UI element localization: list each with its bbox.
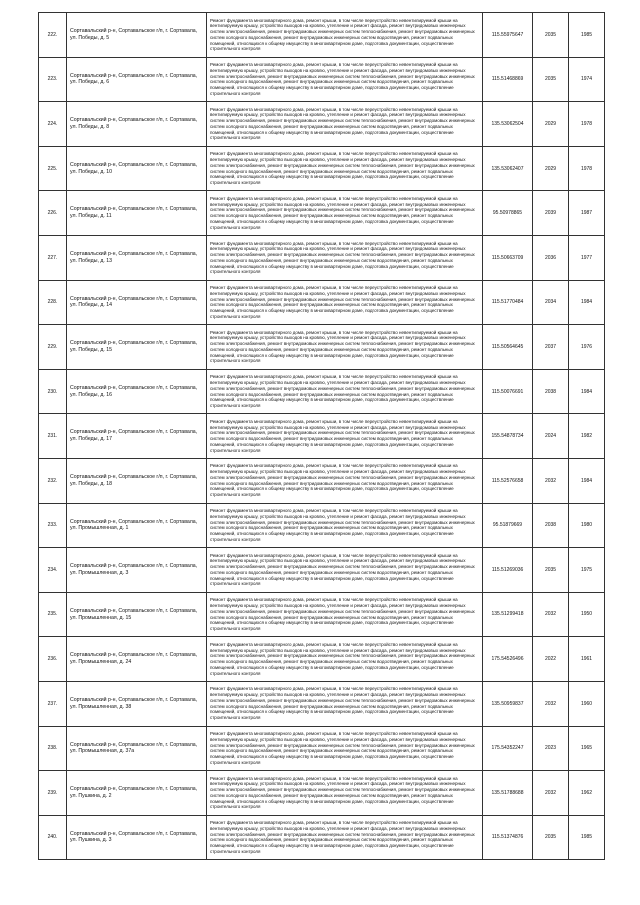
- build-year-cell: 1962: [569, 771, 605, 816]
- build-year-cell: 1982: [569, 414, 605, 459]
- planned-year-cell: 2038: [533, 369, 569, 414]
- row-number: 226.: [39, 191, 67, 236]
- build-year-cell: 1978: [569, 102, 605, 147]
- table-row: [39, 726, 605, 771]
- row-number: 231.: [39, 414, 67, 459]
- work-description-cell: Ремонт фундамента многоквартирного дома, ремонт крыши, в том числе переустройство невентилируемой крыши на вентилируемую крышу, устройство выходов на кровлю, утепление и ремонт фасада, ремонт внутридомовых инженерных систем электроснабжения, ремонт внутридомовых инженерных систем теплоснабжения, ремонт внутридомовых инженерных систем холодного водоснабжения, ремонт внутридомовых инженерных систем водоотведения, ремонт подвальных помещений, относящихся к общему имуществу в многоквартирном доме, подготовка документации, осуществление строительного контроля: [207, 458, 483, 503]
- planned-year-cell: 2037: [533, 325, 569, 370]
- build-year-cell: 1984: [569, 458, 605, 503]
- work-description-cell: Ремонт фундамента многоквартирного дома, ремонт крыши, в том числе переустройство невентилируемой крыши на вентилируемую крышу, устройство выходов на кровлю, утепление и ремонт фасада, ремонт внутридомовых инженерных систем электроснабжения, ремонт внутридомовых инженерных систем теплоснабжения, ремонт внутридомовых инженерных систем холодного водоснабжения, ремонт внутридомовых инженерных систем водоотведения, ремонт подвальных помещений, относящихся к общему имуществу в многоквартирном доме, подготовка документации, осуществление строительного контроля: [207, 191, 483, 236]
- cost-cell: 115.51269036: [483, 548, 533, 593]
- row-number: 224.: [39, 102, 67, 147]
- cost-cell: 135.51299418: [483, 592, 533, 637]
- table-row: [39, 369, 605, 414]
- cost-cell: 135.51788688: [483, 771, 533, 816]
- planned-year-cell: 2039: [533, 191, 569, 236]
- table-row: [39, 13, 605, 58]
- build-year-cell: 1977: [569, 235, 605, 280]
- planned-year-cell: 2029: [533, 102, 569, 147]
- address-cell: Сортавальский р-н, Сортавальское г/п, г. Сортавала, ул. Промышленная, д. 15: [67, 592, 207, 637]
- work-description-cell: Ремонт фундамента многоквартирного дома, ремонт крыши, в том числе переустройство невентилируемой крыши на вентилируемую крышу, устройство выходов на кровлю, утепление и ремонт фасада, ремонт внутридомовых инженерных систем электроснабжения, ремонт внутридомовых инженерных систем теплоснабжения, ремонт внутридомовых инженерных систем холодного водоснабжения, ремонт внутридомовых инженерных систем водоотведения, ремонт подвальных помещений, относящихся к общему имуществу в многоквартирном доме, подготовка документации, осуществление строительного контроля: [207, 414, 483, 459]
- build-year-cell: 1987: [569, 191, 605, 236]
- work-description-cell: Ремонт фундамента многоквартирного дома, ремонт крыши, в том числе переустройство невентилируемой крыши на вентилируемую крышу, устройство выходов на кровлю, утепление и ремонт фасада, ремонт внутридомовых инженерных систем электроснабжения, ремонт внутридомовых инженерных систем теплоснабжения, ремонт внутридомовых инженерных систем холодного водоснабжения, ремонт внутридомовых инженерных систем водоотведения, ремонт подвальных помещений, относящихся к общему имуществу в многоквартирном доме, подготовка документации, осуществление строительного контроля: [207, 57, 483, 102]
- work-description-cell: Ремонт фундамента многоквартирного дома, ремонт крыши, в том числе переустройство невентилируемой крыши на вентилируемую крышу, устройство выходов на кровлю, утепление и ремонт фасада, ремонт внутридомовых инженерных систем электроснабжения, ремонт внутридомовых инженерных систем теплоснабжения, ремонт внутридомовых инженерных систем холодного водоснабжения, ремонт внутридомовых инженерных систем водоотведения, ремонт подвальных помещений, относящихся к общему имуществу в многоквартирном доме, подготовка документации, осуществление строительного контроля: [207, 637, 483, 682]
- row-number: 229.: [39, 325, 67, 370]
- cost-cell: 115.55975647: [483, 13, 533, 58]
- planned-year-cell: 2032: [533, 681, 569, 726]
- cost-cell: 115.51374876: [483, 815, 533, 860]
- build-year-cell: 1975: [569, 548, 605, 593]
- table-row: [39, 146, 605, 191]
- row-number: 225.: [39, 146, 67, 191]
- planned-year-cell: 2032: [533, 592, 569, 637]
- cost-cell: 115.51770484: [483, 280, 533, 325]
- address-cell: Сортавальский р-н, Сортавальское г/п, г. Сортавала, ул. Промышленная, д. 1: [67, 503, 207, 548]
- build-year-cell: 1985: [569, 13, 605, 58]
- planned-year-cell: 2035: [533, 13, 569, 58]
- address-cell: Сортавальский р-н, Сортавальское г/п, г. Сортавала, ул. Победы, д. 17: [67, 414, 207, 459]
- planned-year-cell: 2034: [533, 280, 569, 325]
- address-cell: Сортавальский р-н, Сортавальское г/п, г. Сортавала, ул. Промышленная, д. 38: [67, 681, 207, 726]
- build-year-cell: 1965: [569, 726, 605, 771]
- planned-year-cell: 2032: [533, 771, 569, 816]
- address-cell: Сортавальский р-н, Сортавальское г/п, г. Сортавала, ул. Победы, д. 14: [67, 280, 207, 325]
- address-cell: Сортавальский р-н, Сортавальское г/п, г. Сортавала, ул. Пушкина, д. 2: [67, 771, 207, 816]
- table-row: [39, 458, 605, 503]
- row-number: 237.: [39, 681, 67, 726]
- work-description-cell: Ремонт фундамента многоквартирного дома, ремонт крыши, в том числе переустройство невентилируемой крыши на вентилируемую крышу, устройство выходов на кровлю, утепление и ремонт фасада, ремонт внутридомовых инженерных систем электроснабжения, ремонт внутридомовых инженерных систем теплоснабжения, ремонт внутридомовых инженерных систем холодного водоснабжения, ремонт внутридомовых инженерных систем водоотведения, ремонт подвальных помещений, относящихся к общему имуществу в многоквартирном доме, подготовка документации, осуществление строительного контроля: [207, 235, 483, 280]
- table-row: [39, 280, 605, 325]
- address-cell: Сортавальский р-н, Сортавальское г/п, г. Сортавала, ул. Победы, д. 13: [67, 235, 207, 280]
- work-description-cell: Ремонт фундамента многоквартирного дома, ремонт крыши, в том числе переустройство невентилируемой крыши на вентилируемую крышу, устройство выходов на кровлю, утепление и ремонт фасада, ремонт внутридомовых инженерных систем электроснабжения, ремонт внутридомовых инженерных систем теплоснабжения, ремонт внутридомовых инженерных систем холодного водоснабжения, ремонт внутридомовых инженерных систем водоотведения, ремонт подвальных помещений, относящихся к общему имуществу в многоквартирном доме, подготовка документации, осуществление строительного контроля: [207, 102, 483, 147]
- build-year-cell: 1960: [569, 681, 605, 726]
- work-description-cell: Ремонт фундамента многоквартирного дома, ремонт крыши, в том числе переустройство невентилируемой крыши на вентилируемую крышу, устройство выходов на кровлю, утепление и ремонт фасада, ремонт внутридомовых инженерных систем электроснабжения, ремонт внутридомовых инженерных систем теплоснабжения, ремонт внутридомовых инженерных систем холодного водоснабжения, ремонт внутридомовых инженерных систем водоотведения, ремонт подвальных помещений, относящихся к общему имуществу в многоквартирном доме, подготовка документации, осуществление строительного контроля: [207, 325, 483, 370]
- address-cell: Сортавальский р-н, Сортавальское г/п, г. Сортавала, ул. Промышленная, д. 37а: [67, 726, 207, 771]
- row-number: 232.: [39, 458, 67, 503]
- table-row: [39, 325, 605, 370]
- work-description-cell: Ремонт фундамента многоквартирного дома, ремонт крыши, в том числе переустройство невентилируемой крыши на вентилируемую крышу, устройство выходов на кровлю, утепление и ремонт фасада, ремонт внутридомовых инженерных систем электроснабжения, ремонт внутридомовых инженерных систем теплоснабжения, ремонт внутридомовых инженерных систем холодного водоснабжения, ремонт внутридомовых инженерных систем водоотведения, ремонт подвальных помещений, относящихся к общему имуществу в многоквартирном доме, подготовка документации, осуществление строительного контроля: [207, 13, 483, 58]
- row-number: 228.: [39, 280, 67, 325]
- work-description-cell: Ремонт фундамента многоквартирного дома, ремонт крыши, в том числе переустройство невентилируемой крыши на вентилируемую крышу, устройство выходов на кровлю, утепление и ремонт фасада, ремонт внутридомовых инженерных систем электроснабжения, ремонт внутридомовых инженерных систем теплоснабжения, ремонт внутридомовых инженерных систем холодного водоснабжения, ремонт внутридомовых инженерных систем водоотведения, ремонт подвальных помещений, относящихся к общему имуществу в многоквартирном доме, подготовка документации, осуществление строительного контроля: [207, 815, 483, 860]
- cost-cell: 95.51879669: [483, 503, 533, 548]
- address-cell: Сортавальский р-н, Сортавальское г/п, г. Сортавала, ул. Победы, д. 8: [67, 102, 207, 147]
- row-number: 235.: [39, 592, 67, 637]
- planned-year-cell: 2038: [533, 503, 569, 548]
- row-number: 236.: [39, 637, 67, 682]
- build-year-cell: 1950: [569, 592, 605, 637]
- table-row: [39, 57, 605, 102]
- cost-cell: 95.50978865: [483, 191, 533, 236]
- cost-cell: 135.53062407: [483, 146, 533, 191]
- cost-cell: 115.51468869: [483, 57, 533, 102]
- cost-cell: 115.50663709: [483, 235, 533, 280]
- work-description-cell: Ремонт фундамента многоквартирного дома, ремонт крыши, в том числе переустройство невентилируемой крыши на вентилируемую крышу, устройство выходов на кровлю, утепление и ремонт фасада, ремонт внутридомовых инженерных систем электроснабжения, ремонт внутридомовых инженерных систем теплоснабжения, ремонт внутридомовых инженерных систем холодного водоснабжения, ремонт внутридомовых инженерных систем водоотведения, ремонт подвальных помещений, относящихся к общему имуществу в многоквартирном доме, подготовка документации, осуществление строительного контроля: [207, 146, 483, 191]
- document-sheet: [38, 12, 604, 860]
- cost-cell: 175.54352247: [483, 726, 533, 771]
- table-row: [39, 102, 605, 147]
- build-year-cell: 1984: [569, 280, 605, 325]
- table-body: [39, 13, 605, 860]
- row-number: 222.: [39, 13, 67, 58]
- table-row: [39, 592, 605, 637]
- row-number: 230.: [39, 369, 67, 414]
- table-row: [39, 771, 605, 816]
- work-description-cell: Ремонт фундамента многоквартирного дома, ремонт крыши, в том числе переустройство невентилируемой крыши на вентилируемую крышу, устройство выходов на кровлю, утепление и ремонт фасада, ремонт внутридомовых инженерных систем электроснабжения, ремонт внутридомовых инженерных систем теплоснабжения, ремонт внутридомовых инженерных систем холодного водоснабжения, ремонт внутридомовых инженерных систем водоотведения, ремонт подвальных помещений, относящихся к общему имуществу в многоквартирном доме, подготовка документации, осуществление строительного контроля: [207, 548, 483, 593]
- address-cell: Сортавальский р-н, Сортавальское г/п, г. Сортавала, ул. Победы, д. 16: [67, 369, 207, 414]
- work-description-cell: Ремонт фундамента многоквартирного дома, ремонт крыши, в том числе переустройство невентилируемой крыши на вентилируемую крышу, устройство выходов на кровлю, утепление и ремонт фасада, ремонт внутридомовых инженерных систем электроснабжения, ремонт внутридомовых инженерных систем теплоснабжения, ремонт внутридомовых инженерных систем холодного водоснабжения, ремонт внутридомовых инженерных систем водоотведения, ремонт подвальных помещений, относящихся к общему имуществу в многоквартирном доме, подготовка документации, осуществление строительного контроля: [207, 592, 483, 637]
- build-year-cell: 1974: [569, 57, 605, 102]
- row-number: 234.: [39, 548, 67, 593]
- cost-cell: 135.53062504: [483, 102, 533, 147]
- address-cell: Сортавальский р-н, Сортавальское г/п, г. Сортавала, ул. Победы, д. 5: [67, 13, 207, 58]
- cost-cell: 115.52576658: [483, 458, 533, 503]
- build-year-cell: 1984: [569, 369, 605, 414]
- address-cell: Сортавальский р-н, Сортавальское г/п, г. Сортавала, ул. Победы, д. 11: [67, 191, 207, 236]
- planned-year-cell: 2035: [533, 548, 569, 593]
- build-year-cell: 1978: [569, 146, 605, 191]
- cost-cell: 115.50076691: [483, 369, 533, 414]
- address-cell: Сортавальский р-н, Сортавальское г/п, г. Сортавала, ул. Победы, д. 10: [67, 146, 207, 191]
- address-cell: Сортавальский р-н, Сортавальское г/п, г. Сортавала, ул. Промышленная, д. 3: [67, 548, 207, 593]
- cost-cell: 175.54526496: [483, 637, 533, 682]
- build-year-cell: 1980: [569, 503, 605, 548]
- table-row: [39, 414, 605, 459]
- work-description-cell: Ремонт фундамента многоквартирного дома, ремонт крыши, в том числе переустройство невентилируемой крыши на вентилируемую крышу, устройство выходов на кровлю, утепление и ремонт фасада, ремонт внутридомовых инженерных систем электроснабжения, ремонт внутридомовых инженерных систем теплоснабжения, ремонт внутридомовых инженерных систем холодного водоснабжения, ремонт внутридомовых инженерных систем водоотведения, ремонт подвальных помещений, относящихся к общему имуществу в многоквартирном доме, подготовка документации, осуществление строительного контроля: [207, 503, 483, 548]
- row-number: 238.: [39, 726, 67, 771]
- row-number: 240.: [39, 815, 67, 860]
- table-row: [39, 503, 605, 548]
- address-cell: Сортавальский р-н, Сортавальское г/п, г. Сортавала, ул. Промышленная, д. 24: [67, 637, 207, 682]
- work-description-cell: Ремонт фундамента многоквартирного дома, ремонт крыши, в том числе переустройство невентилируемой крыши на вентилируемую крышу, устройство выходов на кровлю, утепление и ремонт фасада, ремонт внутридомовых инженерных систем электроснабжения, ремонт внутридомовых инженерных систем теплоснабжения, ремонт внутридомовых инженерных систем холодного водоснабжения, ремонт внутридомовых инженерных систем водоотведения, ремонт подвальных помещений, относящихся к общему имуществу в многоквартирном доме, подготовка документации, осуществление строительного контроля: [207, 681, 483, 726]
- table-row: [39, 191, 605, 236]
- address-cell: Сортавальский р-н, Сортавальское г/п, г. Сортавала, ул. Пушкина, д. 3: [67, 815, 207, 860]
- planned-year-cell: 2035: [533, 57, 569, 102]
- planned-year-cell: 2032: [533, 458, 569, 503]
- planned-year-cell: 2036: [533, 235, 569, 280]
- row-number: 233.: [39, 503, 67, 548]
- planned-year-cell: 2024: [533, 414, 569, 459]
- address-cell: Сортавальский р-н, Сортавальское г/п, г. Сортавала, ул. Победы, д. 6: [67, 57, 207, 102]
- repair-program-table: [38, 12, 605, 860]
- planned-year-cell: 2023: [533, 726, 569, 771]
- table-row: [39, 815, 605, 860]
- work-description-cell: Ремонт фундамента многоквартирного дома, ремонт крыши, в том числе переустройство невентилируемой крыши на вентилируемую крышу, устройство выходов на кровлю, утепление и ремонт фасада, ремонт внутридомовых инженерных систем электроснабжения, ремонт внутридомовых инженерных систем теплоснабжения, ремонт внутридомовых инженерных систем холодного водоснабжения, ремонт внутридомовых инженерных систем водоотведения, ремонт подвальных помещений, относящихся к общему имуществу в многоквартирном доме, подготовка документации, осуществление строительного контроля: [207, 726, 483, 771]
- row-number: 223.: [39, 57, 67, 102]
- row-number: 227.: [39, 235, 67, 280]
- planned-year-cell: 2035: [533, 815, 569, 860]
- planned-year-cell: 2022: [533, 637, 569, 682]
- table-row: [39, 235, 605, 280]
- address-cell: Сортавальский р-н, Сортавальское г/п, г. Сортавала, ул. Победы, д. 18: [67, 458, 207, 503]
- build-year-cell: 1985: [569, 815, 605, 860]
- work-description-cell: Ремонт фундамента многоквартирного дома, ремонт крыши, в том числе переустройство невентилируемой крыши на вентилируемую крышу, устройство выходов на кровлю, утепление и ремонт фасада, ремонт внутридомовых инженерных систем электроснабжения, ремонт внутридомовых инженерных систем теплоснабжения, ремонт внутридомовых инженерных систем холодного водоснабжения, ремонт внутридомовых инженерных систем водоотведения, ремонт подвальных помещений, относящихся к общему имуществу в многоквартирном доме, подготовка документации, осуществление строительного контроля: [207, 280, 483, 325]
- row-number: 239.: [39, 771, 67, 816]
- work-description-cell: Ремонт фундамента многоквартирного дома, ремонт крыши, в том числе переустройство невентилируемой крыши на вентилируемую крышу, устройство выходов на кровлю, утепление и ремонт фасада, ремонт внутридомовых инженерных систем электроснабжения, ремонт внутридомовых инженерных систем теплоснабжения, ремонт внутридомовых инженерных систем холодного водоснабжения, ремонт внутридомовых инженерных систем водоотведения, ремонт подвальных помещений, относящихся к общему имуществу в многоквартирном доме, подготовка документации, осуществление строительного контроля: [207, 369, 483, 414]
- planned-year-cell: 2029: [533, 146, 569, 191]
- table-row: [39, 548, 605, 593]
- table-row: [39, 681, 605, 726]
- cost-cell: 155.54878734: [483, 414, 533, 459]
- cost-cell: 115.50564645: [483, 325, 533, 370]
- build-year-cell: 1976: [569, 325, 605, 370]
- address-cell: Сортавальский р-н, Сортавальское г/п, г. Сортавала, ул. Победы, д. 15: [67, 325, 207, 370]
- build-year-cell: 1961: [569, 637, 605, 682]
- cost-cell: 135.50959837: [483, 681, 533, 726]
- table-row: [39, 637, 605, 682]
- work-description-cell: Ремонт фундамента многоквартирного дома, ремонт крыши, в том числе переустройство невентилируемой крыши на вентилируемую крышу, устройство выходов на кровлю, утепление и ремонт фасада, ремонт внутридомовых инженерных систем электроснабжения, ремонт внутридомовых инженерных систем теплоснабжения, ремонт внутридомовых инженерных систем холодного водоснабжения, ремонт внутридомовых инженерных систем водоотведения, ремонт подвальных помещений, относящихся к общему имуществу в многоквартирном доме, подготовка документации, осуществление строительного контроля: [207, 771, 483, 816]
